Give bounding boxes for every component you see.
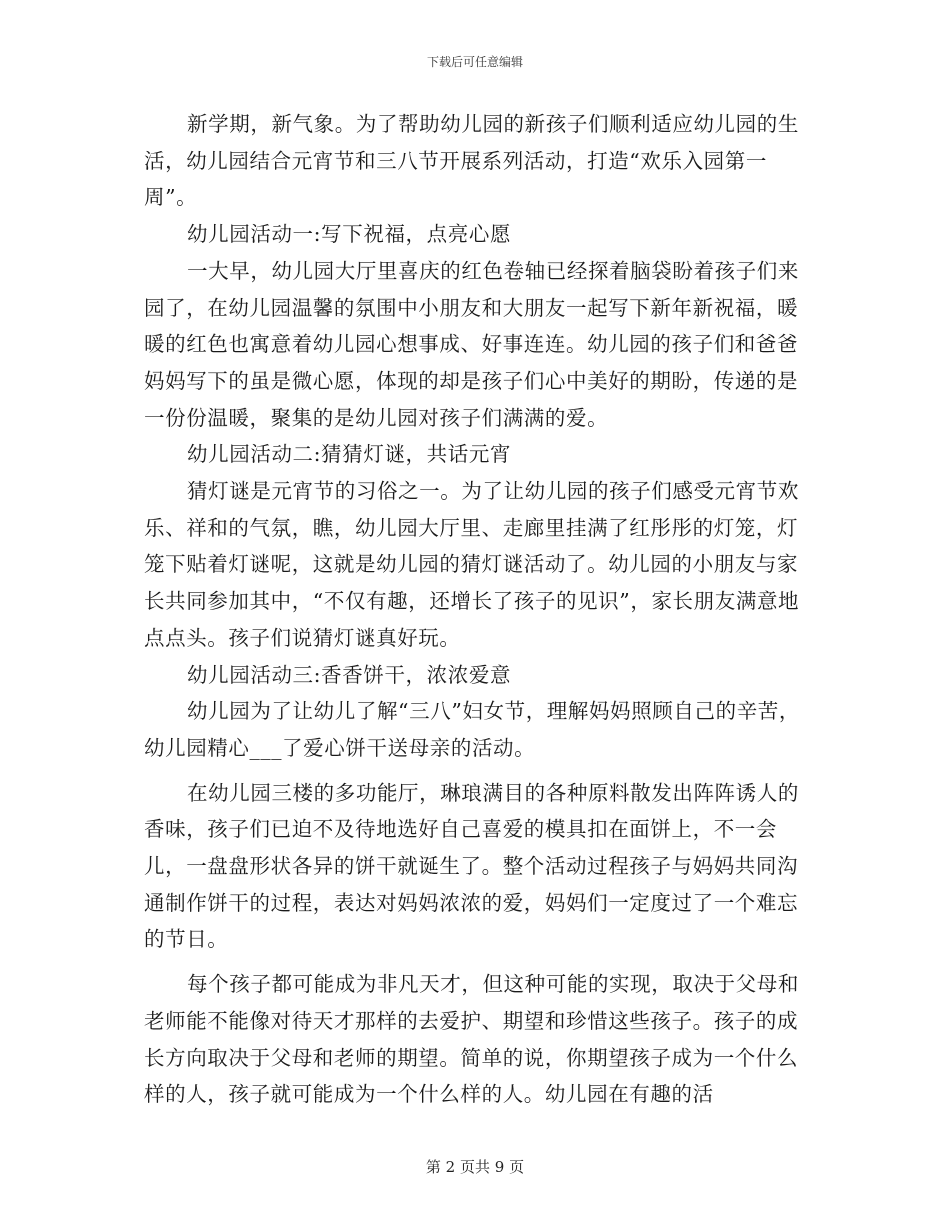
activity-one-heading: 幼儿园活动一:写下祝福，点亮心愿 [187,222,512,247]
page-number-footer: 第 2 页共 9 页 [425,1158,525,1176]
activity-two-paragraph: 猜灯谜是元宵节的习俗之一。为了让幼儿园的孩子们感受元宵节欢乐、祥和的气氛，瞧，幼儿园大厅里、走廊里挂满了红彤彤的灯笼，灯笼下贴着灯谜呢，这就是幼儿园的猜灯谜活动了。幼儿园的小朋友与家长共同参加其中，“不仅有趣，还增长了孩子的见识”，家长朋友满意地点点头。孩子们说猜灯谜真好玩。 [144,479,800,650]
closing-paragraph: 每个孩子都可能成为非凡天才，但这种可能的实现，取决于父母和老师能不能像对待天才那样的去爱护、期望和珍惜这些孩子。孩子的成长方向取决于父母和老师的期望。简单的说，你期望孩子成为一个什么样的人，孩子就可能成为一个什么样的人。幼儿园在有趣的活 [144,972,799,1107]
paragraph-spacer [144,767,804,775]
activity-three-heading: 幼儿园活动三:香香饼干，浓浓爱意 [187,662,512,687]
document-body [144,106,804,1113]
cookie-activity-paragraph: 在幼儿园三楼的多功能厅，琳琅满目的各种原料散发出阵阵诱人的香味，孩子们已迫不及待地选好自己喜爱的模具扣在面饼上，不一会儿，一盘盘形状各异的饼干就诞生了。整个活动过程孩子与妈妈共同沟通制作饼干的过程，表达对妈妈浓浓的爱，妈妈们一定度过了一个难忘的节日。 [144,780,799,952]
page-header-note: 下载后可任意编辑 [426,55,523,69]
intro-paragraph: 新学期，新气象。为了帮助幼儿园的新孩子们顺利适应幼儿园的生活，幼儿园结合元宵节和三八节开展系列活动，打造“欢乐入园第一周”。 [144,112,799,210]
activity-one-paragraph: 一大早，幼儿园大厅里喜庆的红色卷轴已经探着脑袋盼着孩子们来园了，在幼儿园温馨的氛围中小朋友和大朋友一起写下新年新祝福，暖暖的红色也寓意着幼儿园心想事成、好事连连。幼儿园的孩子们和爸爸妈妈写下的虽是微心愿，体现的却是孩子们心中美好的期盼，传递的是一份份温暖，聚集的是幼儿园对孩子们满满的爱。 [144,258,799,430]
paragraph-spacer [144,958,804,966]
activity-three-paragraph: 幼儿园为了让幼儿了解“三八”妇女节，理解妈妈照顾自己的辛苦，幼儿园精心___了爱心饼干送母亲的活动。 [144,699,801,760]
activity-two-heading: 幼儿园活动二:猜猜灯谜，共话元宵 [187,442,512,467]
